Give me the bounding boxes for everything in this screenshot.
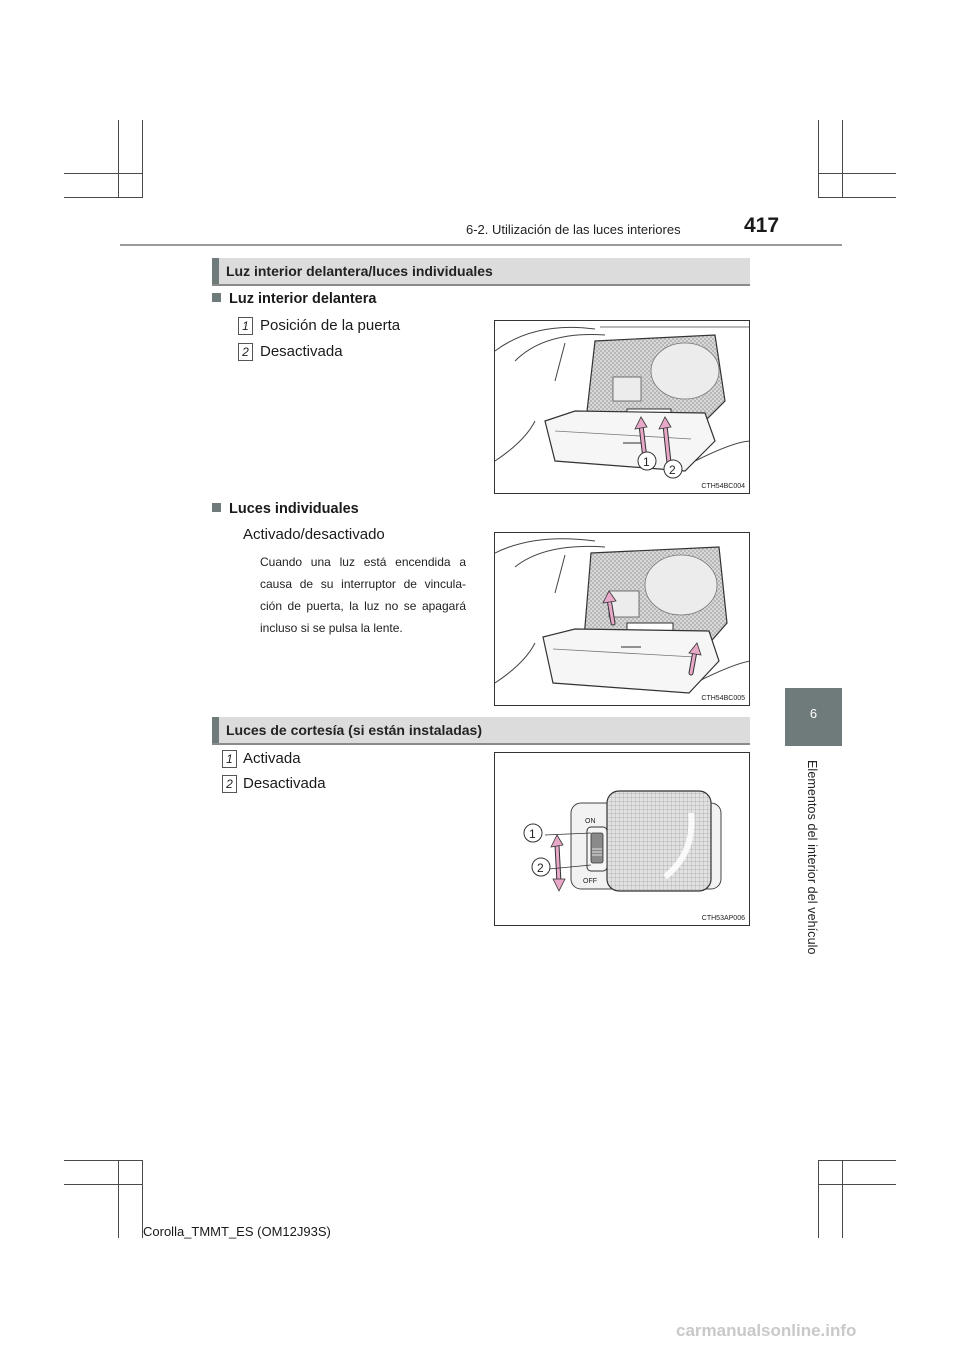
figure-front-interior-light [494,320,750,494]
note-text: Cuando una luz está encendida a causa de su interruptor de vincula-ción de puerta, la luz no se apagará incluso si se pulsa la lente. [260,555,466,635]
individual-lights-illustration [495,533,750,706]
item-number-badge: 1 [238,317,253,335]
crop-mark [818,197,896,198]
figure-code: CTH54BC004 [701,483,745,490]
callout-2: 2 [537,861,544,875]
figure-courtesy-light [494,752,750,926]
crop-mark [64,1184,142,1185]
crop-mark [142,120,143,198]
crop-mark [842,1160,843,1238]
item-text: Desactivada [260,343,343,360]
crop-mark [818,120,819,198]
figure-code: CTH54BC005 [701,695,745,702]
crop-mark [64,1160,142,1161]
crop-mark [118,120,119,198]
item-text: Posición de la puerta [260,317,401,334]
subheading-front-light [212,291,376,307]
square-bullet-icon [212,503,221,512]
item-number-badge: 2 [238,343,253,361]
callout-1: 1 [529,827,536,841]
off-label: OFF [583,878,597,885]
section-bar-title: Luz interior delantera/luces individuales [226,263,493,279]
crop-mark [842,120,843,198]
subheading-text: Luces individuales [229,501,359,517]
square-bullet-icon [212,293,221,302]
crop-mark [64,173,142,174]
on-label: ON [585,818,596,825]
crop-mark [818,1160,896,1161]
page-number: 417 [744,214,780,237]
item-number-badge: 2 [222,775,237,793]
chapter-number: 6 [809,706,818,721]
header-divider [120,244,842,246]
subheading-text: Luz interior delantera [229,291,377,307]
watermark: carmanualsonline.info [676,1321,857,1340]
item-text: Activado/desactivado [243,526,385,543]
crop-mark [818,1184,896,1185]
item-text: Activada [243,750,301,767]
header-section-title: 6-2. Utilización de las luces interiores [466,222,681,237]
courtesy-light-illustration [495,753,750,926]
front-light-illustration [495,321,750,494]
crop-mark [818,1160,819,1238]
chapter-title: Elementos del interior del vehículo [805,760,819,955]
figure-code: CTH53AP006 [701,915,745,922]
crop-mark [818,173,896,174]
section-bar-title: Luces de cortesía (si están instaladas) [226,722,482,738]
callout-2: 2 [669,463,676,477]
figure-individual-lights [494,532,750,706]
item-number-badge: 1 [222,750,237,768]
item-text: Desactivada [243,775,326,792]
callout-1: 1 [643,455,650,469]
subheading-individual-lights [212,501,359,517]
footer-text: Corolla_TMMT_ES (OM12J93S) [143,1224,331,1239]
section-bar-front-lights [212,258,750,286]
crop-mark [64,197,142,198]
crop-mark [118,1160,119,1238]
section-bar-courtesy-lights [212,717,750,745]
